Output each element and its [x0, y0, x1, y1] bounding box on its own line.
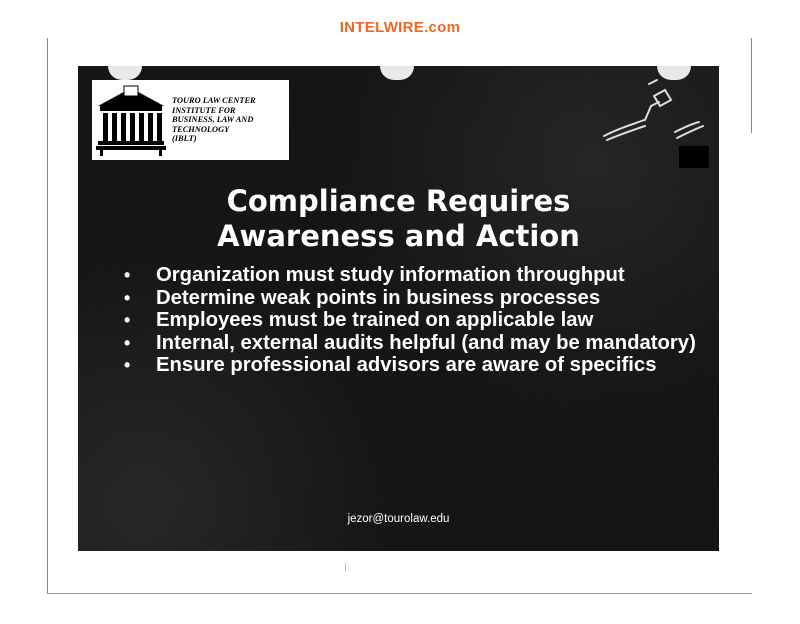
- bullet-dot: •: [124, 332, 131, 353]
- logo-text-line: (IBLT): [172, 134, 197, 144]
- gavel-hands-icon: [599, 76, 709, 168]
- bullet-item: [124, 309, 714, 332]
- bullet-dot: •: [124, 355, 131, 375]
- slide: [78, 66, 719, 551]
- contact-email[interactable]: jezor@tourolaw.edu: [347, 513, 450, 525]
- logo-text-line: TOURO LAW CENTER: [172, 96, 256, 105]
- page-border-bottom: [47, 593, 752, 594]
- punch-hole: [108, 66, 142, 80]
- bullet-item: [124, 287, 714, 310]
- bullet-list: [124, 264, 714, 377]
- logo-text: [172, 96, 256, 144]
- bullet-dot: •: [124, 287, 131, 308]
- punch-hole: [380, 66, 414, 80]
- bullet-item: [124, 332, 714, 355]
- slide-title-line: Awareness and Action: [217, 219, 580, 253]
- page-border-right: [751, 38, 752, 133]
- logo-text-line: INSTITUTE FOR: [172, 105, 236, 115]
- bullet-dot: •: [124, 310, 131, 330]
- bullet-text: Determine weak points in business processes: [156, 286, 601, 309]
- scan-mark: [345, 563, 346, 571]
- bullet-text: Organization must study information throughput: [156, 264, 625, 286]
- bullet-item: [124, 354, 714, 377]
- slide-title: [78, 184, 719, 254]
- bullet-text: Internal, external audits helpful (and may be mandatory): [156, 331, 696, 354]
- logo-text-line: TECHNOLOGY: [172, 124, 230, 134]
- bullet-text: Ensure professional advisors are aware of specifics: [156, 354, 657, 376]
- institute-logo: [92, 80, 289, 160]
- bullet-dot: •: [124, 265, 131, 285]
- watermark-header[interactable]: INTELWIRE.com: [339, 19, 461, 36]
- bullet-text: Employees must be trained on applicable law: [156, 309, 594, 331]
- bullet-item: [124, 264, 714, 287]
- page-border-left: [47, 38, 48, 594]
- courthouse-logo-icon: [96, 84, 166, 156]
- slide-title-line: Compliance Requires: [226, 184, 571, 218]
- logo-text-line: BUSINESS, LAW AND: [172, 115, 254, 125]
